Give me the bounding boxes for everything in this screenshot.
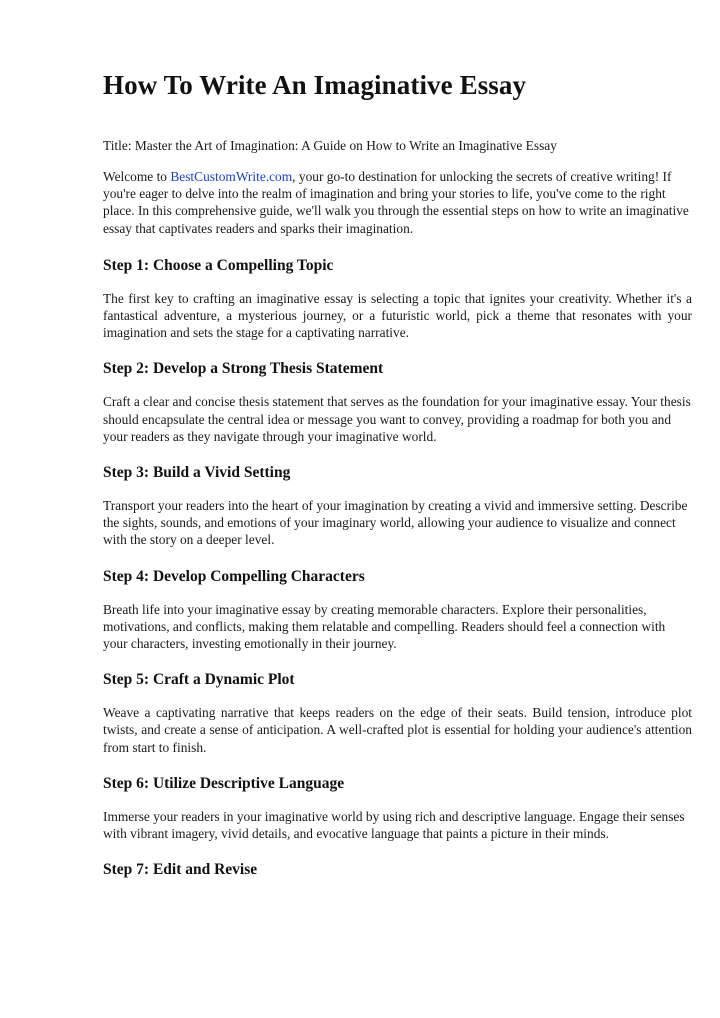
document-subtitle: Title: Master the Art of Imagination: A Guide on How to Write an Imaginative Essay — [103, 138, 557, 153]
document-title: How To Write An Imaginative Essay — [103, 70, 527, 100]
intro-text-before-link: Welcome to — [103, 169, 171, 184]
step-1-body: The first key to crafting an imaginative essay is selecting a topic that ignites your creativity. Whether it's a fantastical adventure, a mysterious journey, or a futuristic world, pick a theme that resonates with your imagination and sets the stage for a captivating narrative. — [103, 290, 692, 341]
step-5-heading: Step 5: Craft a Dynamic Plot — [103, 671, 295, 689]
step-4-body: Breath life into your imaginative essay by creating memorable characters. Explore their personalities, motivations, and conflicts, making them relatable and compelling. Readers should feel a connection with your characters, investing emotionally in their journey. — [103, 601, 666, 652]
intro-paragraph — [103, 168, 692, 237]
step-6-heading: Step 6: Utilize Descriptive Language — [103, 774, 345, 792]
step-2-heading: Step 2: Develop a Strong Thesis Statement — [103, 360, 384, 378]
step-3-heading: Step 3: Build a Vivid Setting — [103, 464, 291, 482]
step-4-heading: Step 4: Develop Compelling Characters — [103, 567, 365, 585]
step-3-body: Transport your readers into the heart of your imagination by creating a vivid and immersive setting. Describe the sights, sounds, and emotions of your imaginary world, allowing your audience to visualize and connect with the story on a deeper level. — [103, 498, 688, 548]
intro-text-after-link: , your go-to destination for unlocking the secrets of creative writing! If you're eager to delve into the realm of imagination and bring your stories to life, you've come to the right place. In this comprehensive guide, we'll walk you through the essential steps on how to write an imaginative essay that captivates readers and sparks their imagination. — [103, 169, 689, 236]
site-link[interactable]: BestCustomWrite.com — [170, 169, 293, 184]
step-2-body: Craft a clear and concise thesis statement that serves as the foundation for your imaginative essay. Your thesis should encapsulate the central idea or message you want to convey, providing a roadmap for both you and your readers as they navigate through your imaginative world. — [103, 394, 691, 444]
step-5-body: Weave a captivating narrative that keeps readers on the edge of their seats. Build tension, introduce plot twists, and create a sense of anticipation. A well-crafted plot is essential for holding your audience's attention from start to finish. — [103, 705, 692, 755]
step-7-heading: Step 7: Edit and Revise — [103, 861, 258, 879]
step-6-body: Immerse your readers in your imaginative world by using rich and descriptive language. Engage their senses with vibrant imagery, vivid details, and evocative language that paints a picture in their minds. — [103, 808, 685, 842]
step-1-heading: Step 1: Choose a Compelling Topic — [103, 256, 334, 274]
